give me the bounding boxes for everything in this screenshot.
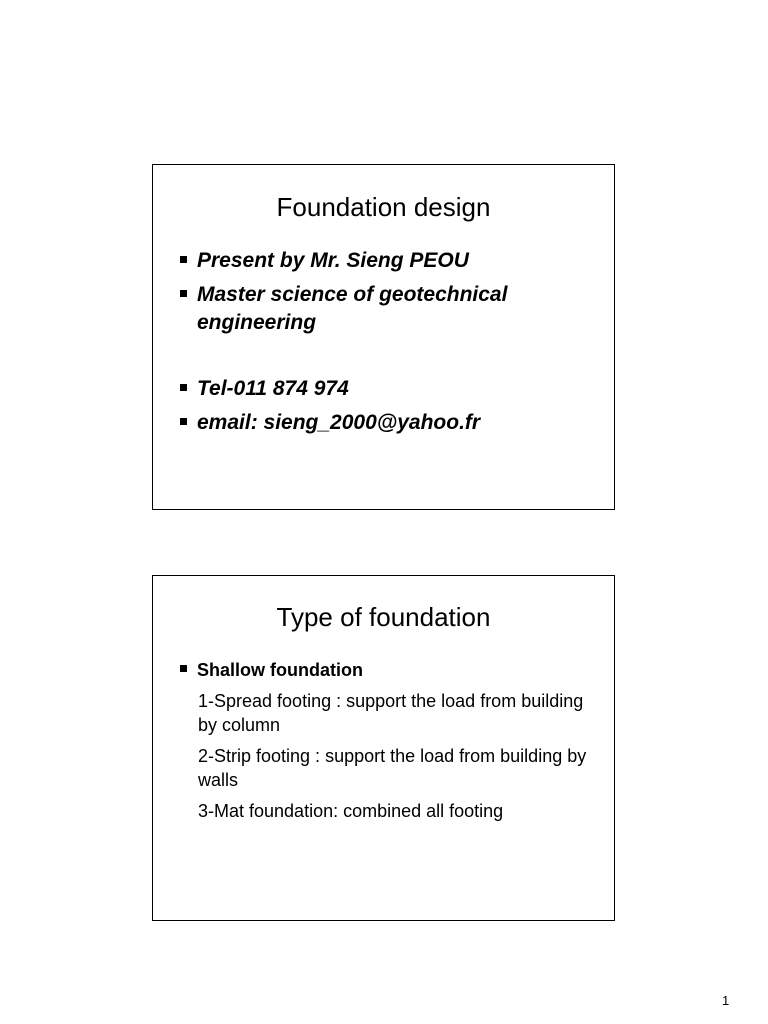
bullet-text: Tel-011 874 974 <box>197 377 349 400</box>
slide-foundation-design <box>152 164 615 510</box>
page-number: 1 <box>722 993 730 1008</box>
bullet-text: Present by Mr. Sieng PEOU <box>197 249 469 272</box>
square-bullet-icon <box>180 418 187 425</box>
bullet-item <box>180 375 600 403</box>
bullet-text: Master science of geotechnical engineering <box>197 283 508 334</box>
bullet-item <box>180 409 600 437</box>
square-bullet-icon <box>180 665 187 672</box>
square-bullet-icon <box>180 290 187 297</box>
bullet-text: Shallow foundation <box>197 660 363 680</box>
slide-title: Type of foundation <box>276 602 491 632</box>
bullet-item <box>180 247 600 275</box>
square-bullet-icon <box>180 384 187 391</box>
square-bullet-icon <box>180 256 187 263</box>
sub-item: 1-Spread footing : support the load from building by column <box>198 691 584 735</box>
sub-item: 3-Mat foundation: combined all footing <box>198 801 504 821</box>
slide-title: Foundation design <box>276 192 491 222</box>
sub-item: 2-Strip footing : support the load from building by walls <box>198 746 587 790</box>
bullet-item <box>180 281 600 337</box>
bullet-item <box>180 658 600 682</box>
slide-type-of-foundation <box>152 575 615 921</box>
bullet-text: email: sieng_2000@yahoo.fr <box>197 411 481 434</box>
